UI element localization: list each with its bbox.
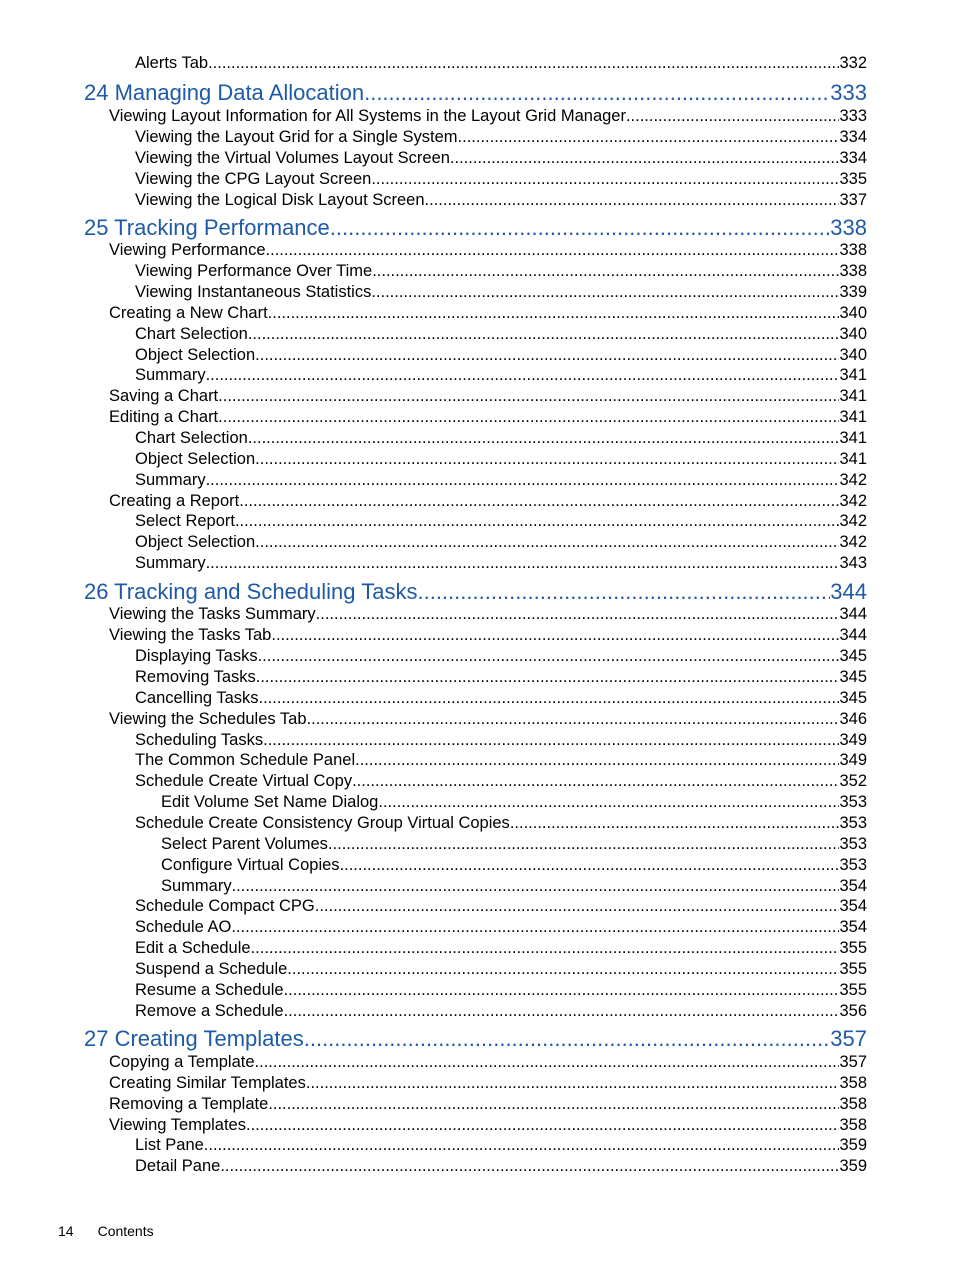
toc-entry-page: 355 [839, 939, 867, 957]
toc-entry-title: Viewing Performance Over Time [135, 262, 373, 280]
toc-entry-page: 352 [839, 772, 867, 790]
toc-entry-page: 356 [839, 1002, 867, 1020]
toc-entry-title: 25 Tracking Performance [84, 215, 330, 240]
toc-entry-page: 345 [839, 668, 867, 686]
toc-entry[interactable] [135, 128, 867, 147]
toc-dot-leader [255, 1053, 840, 1072]
toc-entry[interactable] [135, 1157, 867, 1176]
toc-entry[interactable] [109, 605, 867, 624]
toc-entry-title: Chart Selection [135, 429, 248, 447]
toc-dot-leader [355, 751, 839, 770]
toc-entry[interactable] [135, 283, 867, 302]
toc-dot-leader [263, 731, 839, 750]
toc-entry-page: 344 [839, 605, 867, 623]
toc-entry-title: Viewing Performance [109, 241, 266, 259]
toc-entry-title: Detail Pane [135, 1157, 221, 1175]
toc-dot-leader [206, 366, 840, 385]
toc-entry-title: Editing a Chart [109, 408, 219, 426]
footer-section-label: Contents [97, 1223, 154, 1239]
toc-entry-title: Viewing the Virtual Volumes Layout Screen [135, 149, 450, 167]
toc-entry-page: 344 [830, 579, 867, 604]
toc-entry-page: 333 [839, 107, 867, 125]
toc-entry[interactable] [161, 835, 867, 854]
toc-chapter-entry[interactable] [84, 80, 867, 106]
toc-entry-page: 340 [839, 346, 867, 364]
toc-entry-title: The Common Schedule Panel [135, 751, 356, 769]
toc-entry-page: 353 [839, 793, 867, 811]
toc-dot-leader [231, 918, 839, 937]
toc-entry-page: 349 [839, 751, 867, 769]
toc-dot-leader [256, 668, 840, 687]
toc-entry-page: 353 [839, 835, 867, 853]
toc-entry-title: Configure Virtual Copies [161, 856, 340, 874]
toc-dot-leader [328, 835, 840, 854]
toc-entry-page: 340 [839, 325, 867, 343]
toc-entry-page: 342 [839, 471, 867, 489]
toc-chapter-entry[interactable] [84, 579, 867, 605]
toc-entry[interactable] [109, 626, 867, 645]
toc-entry-title: Copying a Template [109, 1053, 255, 1071]
toc-entry[interactable] [109, 492, 867, 511]
toc-entry[interactable] [135, 647, 867, 666]
toc-entry[interactable] [135, 191, 867, 210]
toc-entry-title: Viewing the Layout Grid for a Single System [135, 128, 458, 146]
toc-entry-title: Creating a New Chart [109, 304, 268, 322]
toc-entry[interactable] [135, 262, 867, 281]
toc-dot-leader [220, 1157, 839, 1176]
toc-entry-title: Viewing the Schedules Tab [109, 710, 307, 728]
toc-entry-page: 354 [839, 918, 867, 936]
toc-entry-title: Removing Tasks [135, 668, 256, 686]
toc-entry[interactable] [109, 387, 867, 406]
toc-dot-leader [239, 492, 839, 511]
toc-entry-title: Schedule Create Consistency Group Virtual Copies [135, 814, 510, 832]
toc-entry[interactable] [135, 814, 867, 833]
toc-dot-leader [271, 626, 839, 645]
toc-entry[interactable] [109, 1095, 867, 1114]
toc-entry-title: Viewing the Logical Disk Layout Screen [135, 191, 425, 209]
toc-entry[interactable] [109, 1053, 867, 1072]
toc-entry-page: 355 [839, 960, 867, 978]
toc-entry[interactable] [135, 533, 867, 552]
toc-dot-leader [306, 1074, 840, 1093]
toc-dot-leader [258, 647, 840, 666]
toc-entry-page: 359 [839, 1136, 867, 1154]
toc-entry-title: Schedule Create Virtual Copy [135, 772, 353, 790]
toc-entry[interactable] [135, 772, 867, 791]
toc-dot-leader [316, 605, 840, 624]
toc-dot-leader [425, 191, 840, 210]
toc-entry-title: Removing a Template [109, 1095, 269, 1113]
toc-entry-title: Scheduling Tasks [135, 731, 264, 749]
toc-entry-page: 335 [839, 170, 867, 188]
toc-entry-title: Displaying Tasks [135, 647, 258, 665]
toc-entry[interactable] [135, 897, 867, 916]
toc-entry-page: 358 [839, 1074, 867, 1092]
toc-entry[interactable] [135, 346, 867, 365]
toc-entry-page: 338 [839, 262, 867, 280]
toc-entry[interactable] [135, 918, 867, 937]
toc-entry-page: 338 [830, 215, 867, 240]
toc-entry[interactable] [135, 429, 867, 448]
toc-entry-title: Viewing the CPG Layout Screen [135, 170, 372, 188]
toc-entry[interactable] [109, 710, 867, 729]
toc-dot-leader [510, 814, 840, 833]
toc-entry-title: Creating a Report [109, 492, 240, 510]
toc-dot-leader [626, 107, 840, 126]
toc-entry-title: Schedule AO [135, 918, 232, 936]
toc-entry[interactable] [135, 1136, 867, 1155]
toc-entry-page: 344 [839, 626, 867, 644]
toc-entry-title: Suspend a Schedule [135, 960, 288, 978]
toc-entry-page: 345 [839, 689, 867, 707]
toc-dot-leader [371, 170, 839, 189]
toc-dot-leader [284, 1002, 840, 1021]
toc-entry-title: Edit Volume Set Name Dialog [161, 793, 379, 811]
toc-entry-page: 354 [839, 897, 867, 915]
toc-entry[interactable] [109, 408, 867, 427]
toc-entry-title: Schedule Compact CPG [135, 897, 315, 915]
toc-dot-leader [255, 533, 839, 552]
toc-entry[interactable] [135, 668, 867, 687]
toc-entry[interactable] [135, 1002, 867, 1021]
toc-dot-leader [315, 897, 840, 916]
toc-entry[interactable] [135, 689, 867, 708]
toc-dot-leader [232, 877, 840, 896]
toc-dot-leader [266, 241, 840, 260]
toc-dot-leader [259, 689, 840, 708]
toc-dot-leader [372, 262, 839, 281]
toc-entry-page: 349 [839, 731, 867, 749]
toc-dot-leader [340, 856, 840, 875]
toc-dot-leader [206, 554, 840, 573]
toc-chapter-entry[interactable] [84, 215, 867, 241]
toc-dot-leader [248, 325, 840, 344]
toc-entry[interactable] [135, 960, 867, 979]
toc-entry-title: Viewing Layout Information for All Systems in the Layout Grid Manager [109, 107, 626, 125]
toc-entry-page: 337 [839, 191, 867, 209]
toc-entry[interactable] [135, 471, 867, 490]
toc-entry[interactable] [135, 939, 867, 958]
toc-dot-leader [268, 304, 840, 323]
toc-entry-page: 353 [839, 856, 867, 874]
toc-entry-title: Resume a Schedule [135, 981, 284, 999]
toc-entry-title: Viewing Templates [109, 1116, 246, 1134]
toc-dot-leader [307, 710, 840, 729]
toc-entry-page: 334 [839, 149, 867, 167]
toc-dot-leader [364, 80, 830, 106]
toc-entry[interactable] [109, 107, 867, 126]
toc-entry-title: Summary [161, 877, 232, 895]
toc-entry-page: 342 [839, 492, 867, 510]
toc-entry-page: 345 [839, 647, 867, 665]
toc-entry-title: 26 Tracking and Scheduling Tasks [84, 579, 418, 604]
toc-dot-leader [218, 408, 839, 427]
toc-dot-leader [287, 960, 839, 979]
toc-dot-leader [352, 772, 839, 791]
toc-entry-page: 341 [839, 408, 867, 426]
toc-entry-title: Edit a Schedule [135, 939, 251, 957]
toc-entry-page: 355 [839, 981, 867, 999]
toc-dot-leader [204, 1136, 840, 1155]
toc-entry-page: 354 [839, 877, 867, 895]
toc-entry-title: Cancelling Tasks [135, 689, 259, 707]
toc-dot-leader [450, 149, 840, 168]
toc-entry-page: 346 [839, 710, 867, 728]
toc-entry-title: Viewing the Tasks Tab [109, 626, 272, 644]
toc-entry-page: 334 [839, 128, 867, 146]
toc-entry[interactable] [135, 170, 867, 189]
toc-entry-title: Object Selection [135, 346, 256, 364]
toc-chapter-entry[interactable] [84, 1026, 867, 1052]
toc-entry[interactable] [161, 877, 867, 896]
toc-dot-leader [378, 793, 839, 812]
toc-entry[interactable] [135, 554, 867, 573]
toc-dot-leader [330, 215, 831, 241]
toc-dot-leader [284, 981, 840, 1000]
toc-entry-title: Creating Similar Templates [109, 1074, 306, 1092]
toc-entry-title: Object Selection [135, 533, 256, 551]
toc-entry[interactable] [161, 856, 867, 875]
toc-dot-leader [458, 128, 840, 147]
page-number: 14 [58, 1223, 74, 1239]
toc-entry-page: 357 [830, 1026, 867, 1051]
toc-dot-leader [251, 939, 840, 958]
toc-entry[interactable] [135, 751, 867, 770]
toc-entry-title: Chart Selection [135, 325, 248, 343]
toc-dot-leader [417, 579, 830, 605]
toc-entry[interactable] [109, 304, 867, 323]
toc-entry-title: Viewing the Tasks Summary [109, 605, 316, 623]
toc-entry-page: 332 [839, 54, 867, 72]
toc-entry-title: Viewing Instantaneous Statistics [135, 283, 372, 301]
toc-dot-leader [208, 54, 839, 73]
toc-entry-page: 341 [839, 366, 867, 384]
toc-entry-title: Remove a Schedule [135, 1002, 284, 1020]
toc-entry-title: 24 Managing Data Allocation [84, 80, 365, 105]
toc-entry-title: 27 Creating Templates [84, 1026, 304, 1051]
toc-entry[interactable] [135, 366, 867, 385]
toc-entry-title: Object Selection [135, 450, 256, 468]
toc-entry-page: 341 [839, 450, 867, 468]
toc-entry[interactable] [135, 149, 867, 168]
toc-entry[interactable] [135, 981, 867, 1000]
toc-entry-page: 341 [839, 387, 867, 405]
toc-entry-page: 357 [839, 1053, 867, 1071]
toc-entry[interactable] [135, 325, 867, 344]
toc-dot-leader [246, 1116, 839, 1135]
toc-dot-leader [235, 512, 840, 531]
toc-entry[interactable] [135, 450, 867, 469]
toc-dot-leader [248, 429, 840, 448]
toc-entry[interactable] [135, 512, 867, 531]
toc-entry-title: Summary [135, 366, 206, 384]
toc-entry[interactable] [109, 1116, 867, 1135]
toc-entry-page: 340 [839, 304, 867, 322]
toc-entry[interactable] [135, 731, 867, 750]
toc-dot-leader [268, 1095, 839, 1114]
toc-entry-page: 358 [839, 1095, 867, 1113]
toc-entry[interactable] [109, 241, 867, 260]
toc-entry-title: Select Parent Volumes [161, 835, 328, 853]
toc-dot-leader [218, 387, 839, 406]
page-footer [58, 1223, 154, 1239]
toc-entry[interactable] [135, 54, 867, 73]
toc-entry[interactable] [161, 793, 867, 812]
toc-dot-leader [255, 346, 839, 365]
toc-entry[interactable] [109, 1074, 867, 1093]
toc-entry-page: 353 [839, 814, 867, 832]
toc-entry-page: 333 [830, 80, 867, 105]
toc-entry-title: List Pane [135, 1136, 204, 1154]
toc-entry-title: Summary [135, 471, 206, 489]
toc-entry-title: Select Report [135, 512, 235, 530]
toc-entry-page: 339 [839, 283, 867, 301]
toc-entry-page: 358 [839, 1116, 867, 1134]
toc-entry-page: 342 [839, 533, 867, 551]
toc-entry-page: 338 [839, 241, 867, 259]
toc-entry-title: Saving a Chart [109, 387, 219, 405]
toc-dot-leader [371, 283, 839, 302]
toc-entry-page: 342 [839, 512, 867, 530]
toc-entry-page: 359 [839, 1157, 867, 1175]
toc-entry-title: Alerts Tab [135, 54, 209, 72]
toc-dot-leader [304, 1026, 831, 1052]
toc-entry-page: 341 [839, 429, 867, 447]
toc-dot-leader [206, 471, 840, 490]
toc-entry-page: 343 [839, 554, 867, 572]
toc-entry-title: Summary [135, 554, 206, 572]
toc-dot-leader [255, 450, 839, 469]
